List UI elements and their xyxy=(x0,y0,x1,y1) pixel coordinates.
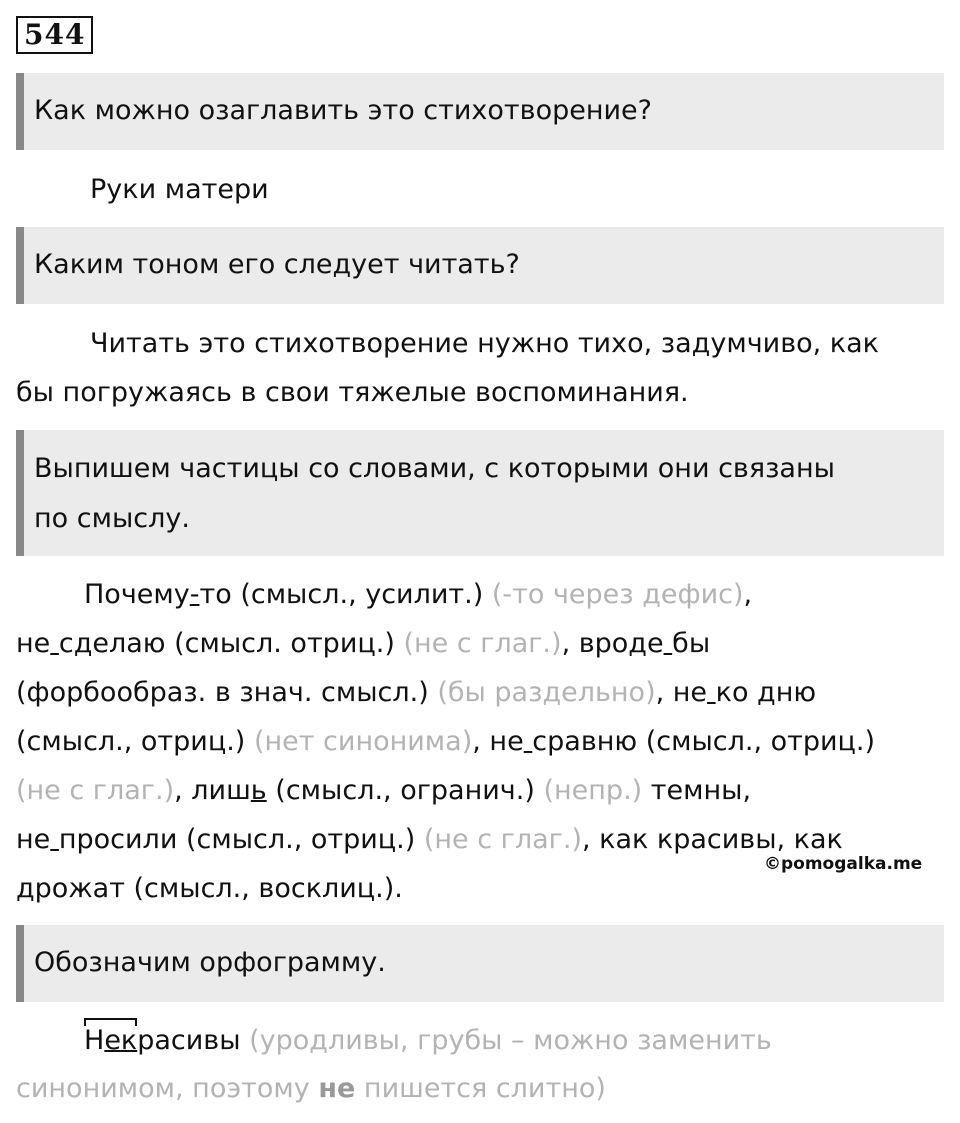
particles-line-3: (форбообраз. в знач. смысл.) (бы раздельно), не ко дню xyxy=(16,677,817,708)
question-orthogram xyxy=(16,925,944,1002)
hint-text: (бы раздельно) xyxy=(437,677,656,708)
question-orthogram-text: Обозначим орфограмму. xyxy=(34,947,386,978)
question-title xyxy=(16,73,944,150)
answer-tone-line2: бы погружаясь в свои тяжелые воспоминания. xyxy=(16,377,689,408)
particles-line-1: Почему-то (смысл., усилит.) (-то через дефис), xyxy=(84,579,753,610)
hint-text: (не с глаг.) xyxy=(16,775,175,806)
particles-line-4: (смысл., отриц.) (нет синонима), не сравню (смысл., отриц.) xyxy=(16,726,876,757)
question-particles xyxy=(16,430,944,556)
answer-title: Руки матери xyxy=(90,174,269,205)
hint-text: (нет синонима) xyxy=(253,726,473,757)
prefix-mark: Нек xyxy=(84,1016,137,1066)
question-particles-line1: Выпишем частицы со словами, с которыми они связаны xyxy=(34,453,835,484)
orthogram-line-1: Некрасивы (уродливы, грубы – можно заменить xyxy=(84,1016,772,1066)
hint-text: (не с глаг.) xyxy=(423,824,582,855)
particles-line-2: не сделаю (смысл. отриц.) (не с глаг.), вроде бы xyxy=(16,628,711,659)
hint-text: (не с глаг.) xyxy=(403,628,562,659)
hint-text: (непр.) xyxy=(543,775,643,806)
answer-tone-line1: Читать это стихотворение нужно тихо, задумчиво, как xyxy=(90,328,879,359)
particles-line-6: не просили (смысл., отриц.) (не с глаг.), как красивы, как xyxy=(16,824,843,855)
question-title-text: Как можно озаглавить это стихотворение? xyxy=(34,95,652,126)
question-particles-line2: по смыслу. xyxy=(34,503,190,534)
orthogram-line-2: синонимом, поэтому не пишется слитно) xyxy=(16,1073,606,1104)
particles-line-7: дрожат (смысл., восклиц.). xyxy=(16,873,403,904)
question-tone-text: Каким тоном его следует читать? xyxy=(34,249,520,280)
exercise-number: 544 xyxy=(16,16,93,54)
watermark: ©pomogalka.me xyxy=(764,854,923,874)
question-tone xyxy=(16,227,944,304)
hint-text: (-то через дефис) xyxy=(491,579,744,610)
particles-line-5: (не с глаг.), лишь (смысл., огранич.) (непр.) темны, xyxy=(16,775,752,806)
hint-text: (уродливы, грубы – можно заменить xyxy=(249,1025,772,1056)
